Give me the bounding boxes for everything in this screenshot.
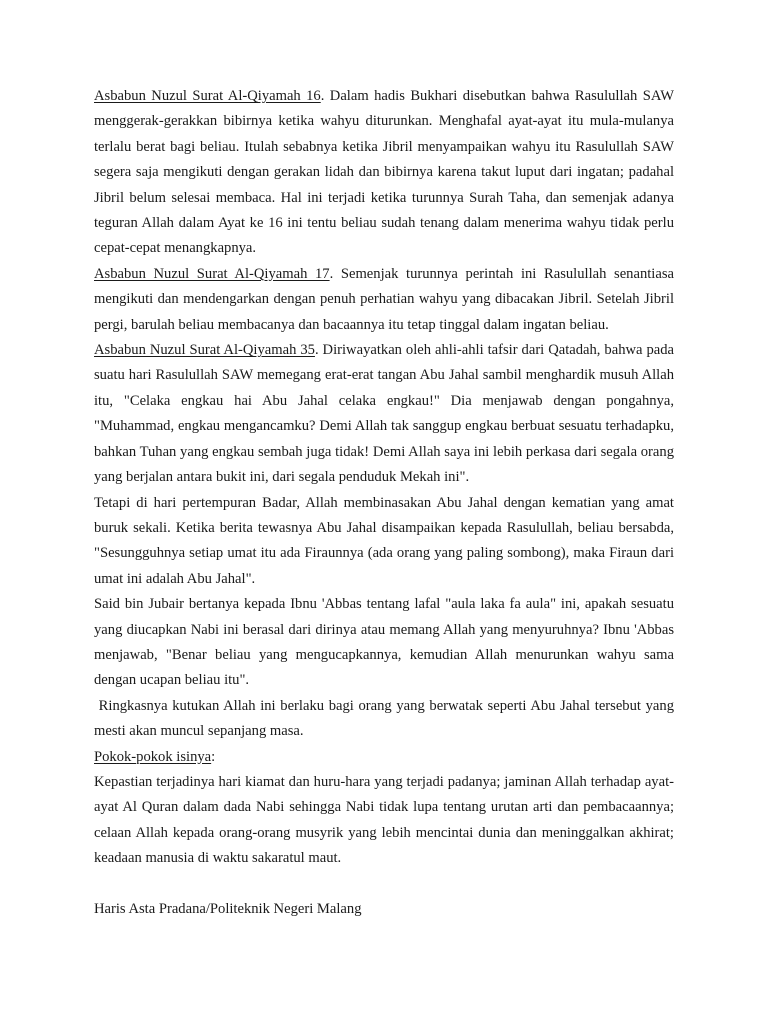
heading-qiyamah-35: Asbabun Nuzul Surat Al-Qiyamah 35 — [94, 342, 315, 359]
author-line: Haris Asta Pradana/Politeknik Negeri Malang — [94, 900, 362, 917]
paragraph-qiyamah-35 — [94, 338, 674, 490]
paragraph-pokok-body: Kepastian terjadinya hari kiamat dan huru-hara yang terjadi padanya; jaminan Allah terhadap ayat-ayat Al Quran dalam dada Nabi sehingga Nabi tidak lupa tentang urutan arti dan pembacaannya; celaan Allah kepada orang-orang musyrik yang lebih mencintai dunia dan meninggalkan akhirat; keadaan manusia di waktu sakaratul maut. — [94, 773, 674, 867]
document-page — [94, 84, 678, 922]
paragraph-badar: Tetapi di hari pertempuran Badar, Allah membinasakan Abu Jahal dengan kematian yang amat buruk sekali. Ketika berita tewasnya Abu Jahal disampaikan kepada Rasulullah, beliau bersabda, "Sesungguhnya setiap umat itu ada Firaunnya (ada orang yang paling sombong), maka Firaun dari umat ini adalah Abu Jahal". — [94, 494, 674, 587]
heading-qiyamah-17: Asbabun Nuzul Surat Al-Qiyamah 17 — [94, 265, 330, 282]
pokok-colon: : — [211, 748, 216, 765]
blank-line — [94, 872, 674, 897]
paragraph-body: . Diriwayatkan oleh ahli-ahli tafsir dari Qatadah, bahwa pada suatu hari Rasulullah SAW memegang erat-erat tangan Abu Jahal sambil menghardik musuh Allah itu, "Celaka engkau hai Abu Jahal celaka engkau!" Dia menjawab dengan pongahnya, "Muhammad, engkau mengancamku? Demi Allah tak sanggup engkau berbuat sesuatu terhadapku, bahkan Tuhan yang engkau sembah juga tidak! Demi Allah saya ini lebih perkasa dari segala orang yang berjalan antara bukit ini, dari segala penduduk Mekah ini". — [94, 342, 675, 486]
paragraph-said-bin-jubair: Said bin Jubair bertanya kepada Ibnu 'Abbas tentang lafal "aula laka fa aula" ini, apakah sesuatu yang diucapkan Nabi ini berasal dari dirinya atau memang Allah yang menyuruhnya? Ibnu 'Abbas menjawab, "Benar beliau yang mengucapkannya, kemudian Allah menurunkan wahyu sama dengan ucapan beliau itu". — [94, 596, 674, 689]
paragraph-qiyamah-17 — [94, 262, 674, 338]
paragraph-body: . Semenjak turunnya perintah ini Rasulullah senantiasa mengikuti dan mendengarkan dengan penuh perhatian wahyu yang dibacakan Jibril. Setelah Jibril pergi, barulah beliau membacanya dan bacaannya itu tetap tinggal dalam ingatan beliau. — [94, 265, 674, 333]
paragraph-qiyamah-16 — [94, 84, 674, 262]
paragraph-summary: Ringkasnya kutukan Allah ini berlaku bagi orang yang berwatak seperti Abu Jahal tersebut yang mesti akan muncul sepanjang masa. — [94, 697, 678, 740]
paragraph-body: . Dalam hadis Bukhari disebutkan bahwa Rasulullah SAW menggerak-gerakkan bibirnya ketika wahyu diturunkan. Menghafal ayat-ayat itu mula-mulanya terlalu berat bagi beliau. Itulah sebabnya ketika Jibril menyampaikan wahyu itu Rasulullah SAW segera saja mengikuti dengan gerakan lidah dan bibirnya karena takut luput dari ingatan; padahal Jibril belum selesai membaca. Hal ini terjadi ketika turunnya Surah Taha, dan semenjak adanya teguran Allah dalam Ayat ke 16 ini tentu beliau sudah tenang dalam menerima wahyu tidak perlu cepat-cepat menangkapnya. — [94, 88, 674, 257]
pokok-heading-line — [94, 745, 674, 770]
heading-qiyamah-16: Asbabun Nuzul Surat Al-Qiyamah 16 — [94, 88, 321, 104]
pokok-heading: Pokok-pokok isinya — [94, 748, 212, 765]
